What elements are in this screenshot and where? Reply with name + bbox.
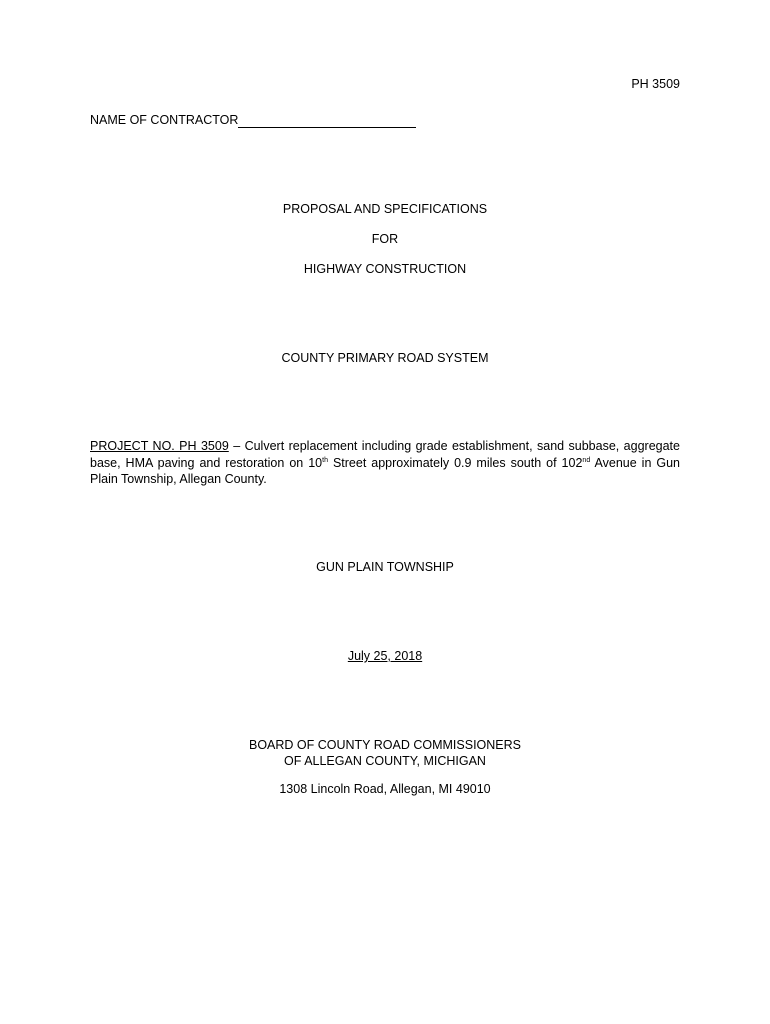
title-line-2: FOR [371, 232, 399, 246]
date-line [0, 648, 770, 664]
contractor-name-field [90, 112, 416, 128]
board-address: 1308 Lincoln Road, Allegan, MI 49010 [279, 782, 491, 796]
project-desc-part-2: Street approximately 0.9 miles south of 102 [327, 455, 583, 470]
ordinal-suffix-nd: nd [582, 456, 591, 464]
title-line-1: PROPOSAL AND SPECIFICATIONS [282, 202, 488, 216]
contractor-label: NAME OF CONTRACTOR [90, 113, 239, 127]
proposal-date: July 25, 2018 [347, 649, 423, 663]
project-desc-part-3: Avenue in Gun Plain Township, Allegan County. [90, 455, 680, 486]
road-system-heading: COUNTY PRIMARY ROAD SYSTEM [281, 351, 489, 365]
project-number: PROJECT NO. PH 3509 [90, 439, 229, 453]
township-heading: GUN PLAIN TOWNSHIP [316, 560, 454, 574]
document-number: PH 3509 [631, 77, 680, 91]
board-line-1: BOARD OF COUNTY ROAD COMMISSIONERS [248, 738, 521, 752]
project-description [90, 438, 680, 488]
contractor-blank-line [238, 114, 416, 128]
ordinal-suffix-th: th [322, 456, 328, 464]
project-desc-part-1: – Culvert replacement including grade establishment, sand subbase, aggregate base, HMA paving and restoration on 10 [90, 439, 680, 470]
title-line-3: HIGHWAY CONSTRUCTION [303, 262, 467, 276]
board-line-2: OF ALLEGAN COUNTY, MICHIGAN [284, 754, 486, 768]
